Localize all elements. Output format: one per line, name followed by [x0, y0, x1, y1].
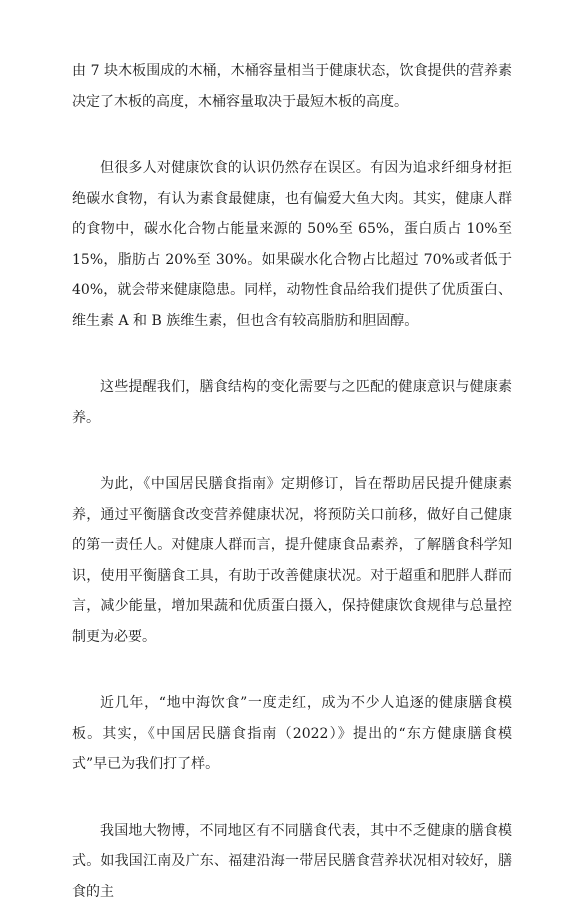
article-body — [72, 56, 512, 907]
paragraph-gap — [72, 117, 512, 153]
paragraph-6: 我国地大物博，不同地区有不同膳食代表，其中不乏健康的膳食模式。如我国江南及广东、福建沿海一带居民膳食营养状况相对较好，膳食的主 — [72, 816, 512, 907]
paragraph-2: 但很多人对健康饮食的认识仍然存在误区。有因为追求纤细身材拒绝碳水食物，有认为素食最健康，也有偏爱大鱼大肉。其实，健康人群的食物中，碳水化合物占能量来源的 50%至 65%，蛋白质占 10%至 15%，脂肪占 20%至 30%。如果碳水化合物占比超过 70%或者低于 40%，就会带来健康隐患。同样，动物性食品给我们提供了优质蛋白、维生素 A 和 B 族维生素，但也含有较高脂肪和胆固醇。 — [72, 153, 512, 336]
paragraph-gap — [72, 336, 512, 372]
paragraph-1: 由 7 块木板围成的木桶，木桶容量相当于健康状态，饮食提供的营养素决定了木板的高度，木桶容量取决于最短木板的高度。 — [72, 56, 512, 117]
paragraph-5: 近几年，“地中海饮食”一度走红，成为不少人追逐的健康膳食模板。其实，《中国居民膳食指南（2022）》提出的“东方健康膳食模式”早已为我们打了样。 — [72, 688, 512, 780]
paragraph-gap — [72, 652, 512, 688]
paragraph-gap — [72, 780, 512, 816]
paragraph-gap — [72, 433, 512, 469]
paragraph-3: 这些提醒我们，膳食结构的变化需要与之匹配的健康意识与健康素养。 — [72, 372, 512, 433]
paragraph-4: 为此，《中国居民膳食指南》定期修订，旨在帮助居民提升健康素养，通过平衡膳食改变营养健康状况，将预防关口前移，做好自己健康的第一责任人。对健康人群而言，提升健康食品素养，了解膳食科学知识，使用平衡膳食工具，有助于改善健康状况。对于超重和肥胖人群而言，减少能量，增加果蔬和优质蛋白摄入，保持健康饮食规律与总量控制更为必要。 — [72, 469, 512, 652]
